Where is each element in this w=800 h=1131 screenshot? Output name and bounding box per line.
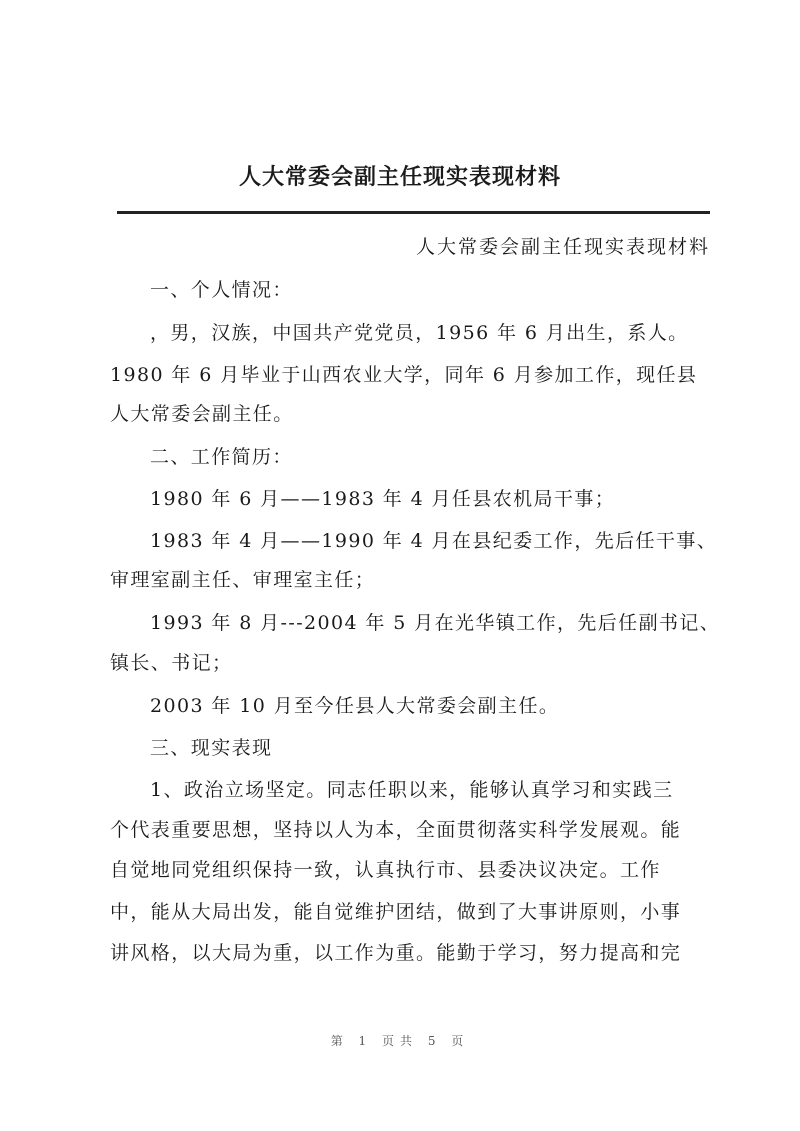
body-line: 人大常委会副主任。	[110, 403, 294, 425]
document-title: 人大常委会副主任现实表现材料	[238, 164, 561, 190]
body-line: 审理室副主任、审理室主任；	[110, 569, 376, 591]
section-heading-resume: 二、工作简历：	[150, 446, 293, 468]
document-subtitle: 人大常委会副主任现实表现材料	[415, 236, 710, 258]
body-line: 1、政治立场坚定。同志任职以来，能够认真学习和实践三	[150, 779, 674, 801]
body-line: 1983 年 4 月——1990 年 4 月在县纪委工作，先后任干事、	[150, 530, 718, 552]
body-line: 讲风格，以大局为重，以工作为重。能勤于学习，努力提高和完	[110, 942, 682, 964]
body-line: 1980 年 6 月毕业于山西农业大学，同年 6 月参加工作，现任县	[110, 364, 698, 386]
title-divider	[117, 211, 710, 214]
body-line: 2003 年 10 月至今任县人大常委会副主任。	[150, 695, 560, 717]
section-heading-personal: 一、个人情况：	[150, 279, 293, 301]
body-line: 镇长、书记；	[110, 652, 233, 674]
body-line: ，男，汉族，中国共产党党员，1956 年 6 月出生，系人。	[150, 322, 689, 344]
body-line: 1993 年 8 月---2004 年 5 月在光华镇工作，先后任副书记、	[150, 612, 721, 634]
section-heading-performance: 三、现实表现	[150, 737, 273, 759]
body-line: 自觉地同党组织保持一致，认真执行市、县委决议决定。工作	[110, 859, 661, 881]
body-line: 中，能从大局出发，能自觉维护团结，做到了大事讲原则，小事	[110, 901, 682, 923]
page-number-footer: 第 1 页共 5 页	[330, 1034, 470, 1048]
body-line: 个代表重要思想，坚持以人为本，全面贯彻落实科学发展观。能	[110, 819, 682, 841]
body-line: 1980 年 6 月——1983 年 4 月任县农机局干事；	[150, 488, 616, 510]
